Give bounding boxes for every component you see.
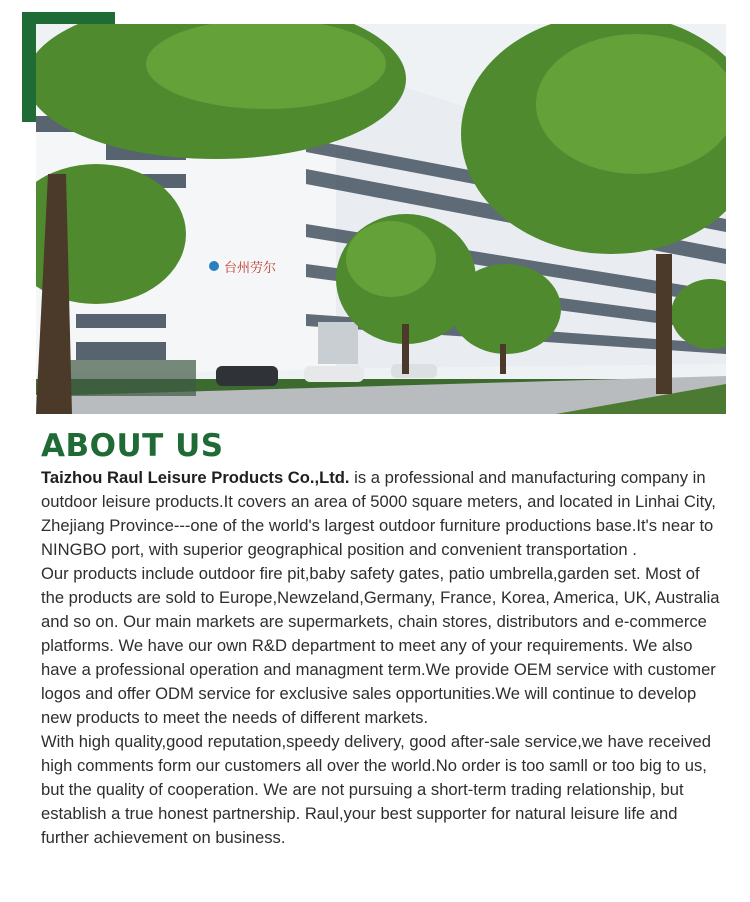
intro-paragraph	[41, 466, 725, 562]
intro-text: is a professional and manufacturing company in outdoor leisure products.It covers an area of 5000 square meters, and located in Linhai City, Zhejiang Province---one of the world's largest outdoor furniture productions base.It's near to NINGBO port, with superior geographical position and convenient transportation .	[41, 468, 716, 559]
factory-photo	[36, 24, 726, 414]
about-us-heading: ABOUT US	[41, 428, 224, 464]
about-body	[41, 466, 725, 850]
building-sign-text: 台州劳尔	[224, 261, 277, 276]
company-name: Taizhou Raul Leisure Products Co.,Ltd.	[41, 468, 350, 487]
factory-photo-illustration	[36, 24, 726, 414]
quality-paragraph: With high quality,good reputation,speedy delivery, good after-sale service,we have received high comments form our customers all over the world.No order is too samll or too big to us, but the quality of cooperation. We are not pursuing a short-term trading relationship, but establish a true honest partnership. Raul,your best supporter for natural leisure life and further achievement on business.	[41, 732, 711, 847]
products-paragraph: Our products include outdoor fire pit,baby safety gates, patio umbrella,garden set. Most of the products are sold to Europe,Newzeland,Germany, France, Korea, America, UK, Australia and so on. Our main markets are supermarkets, chain stores, distributors and e-commerce platforms. We have our own R&D department to meet any of your requirements. We also have a professional operation and managment term.We provide OEM service with customer logos and offer ODM service for exclusive sales opportunities.We will continue to develop new products to meet the needs of different markets.	[41, 564, 720, 727]
